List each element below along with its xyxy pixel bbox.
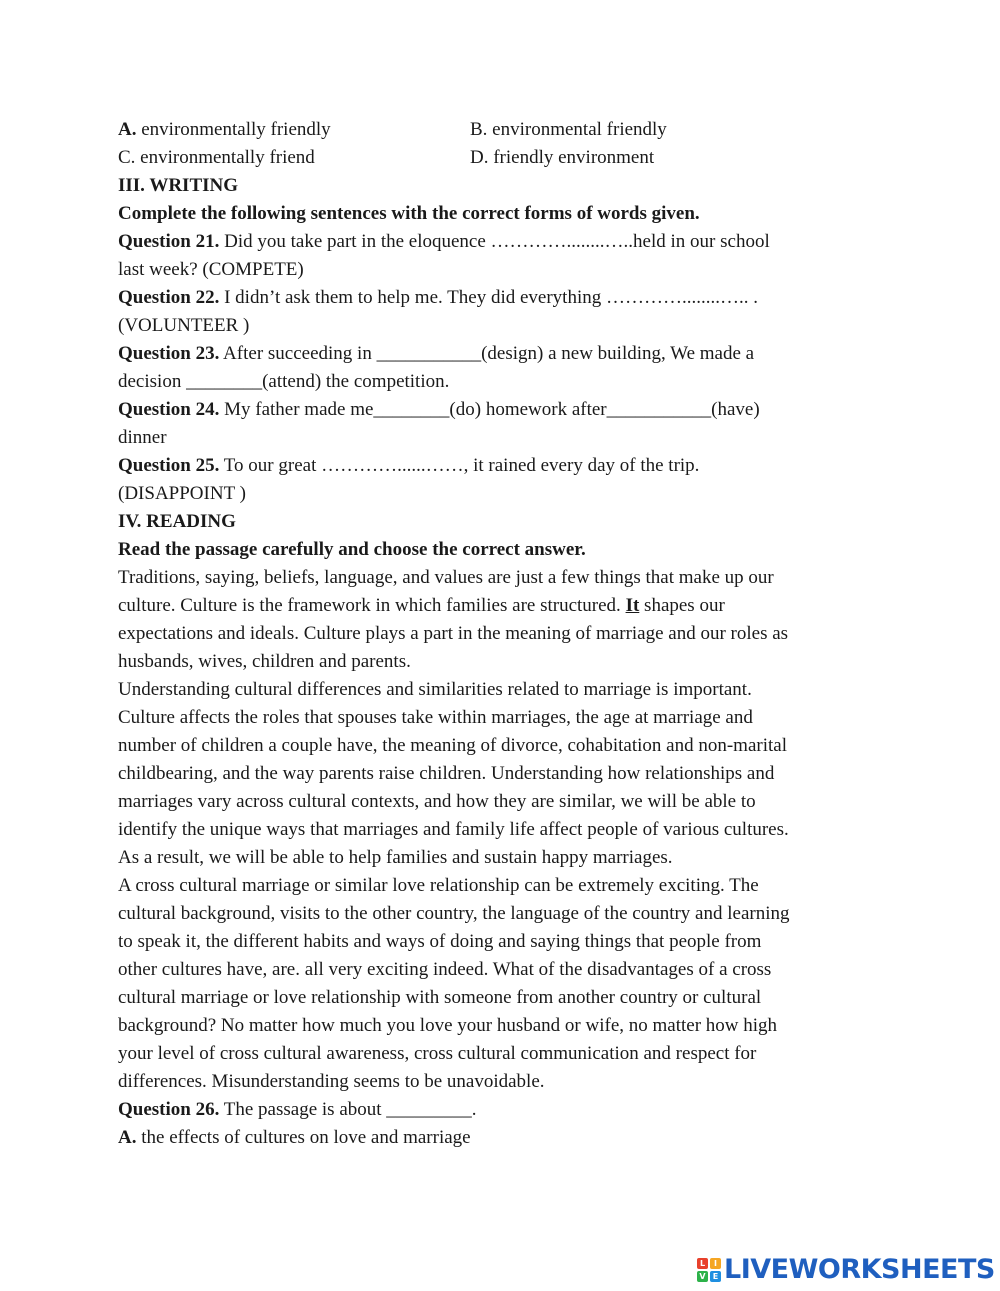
passage-line: your level of cross cultural awareness, cross cultural communication and respect for bbox=[118, 1043, 757, 1064]
option-b: B. environmental friendly bbox=[470, 119, 667, 140]
question-26: Question 26. The passage is about _________. bbox=[118, 1099, 477, 1120]
option-a: A. environmentally friendly bbox=[118, 119, 331, 140]
passage-line: cultural background, visits to the other country, the language of the country and learning bbox=[118, 903, 790, 924]
option-c: C. environmentally friend bbox=[118, 147, 315, 168]
passage-line: differences. Misunderstanding seems to be unavoidable. bbox=[118, 1071, 545, 1092]
question-25-cont: (DISAPPOINT ) bbox=[118, 483, 246, 504]
question-22-cont: (VOLUNTEER ) bbox=[118, 315, 250, 336]
writing-heading: III. WRITING bbox=[118, 175, 239, 196]
passage-paragraph-1 bbox=[118, 564, 878, 676]
passage-line: expectations and ideals. Culture plays a part in the meaning of marriage and our roles as bbox=[118, 623, 789, 644]
logo-mark-tile: V bbox=[697, 1271, 708, 1282]
underlined-word: It bbox=[625, 595, 640, 616]
passage-line: identify the unique ways that marriages and family life affect people of various cultures. bbox=[118, 819, 789, 840]
passage-line: to speak it, the different habits and ways of doing and saying things that people from bbox=[118, 931, 762, 952]
passage-line: childbearing, and the way parents raise children. Understanding how relationships and bbox=[118, 763, 775, 784]
question-24-cont: dinner bbox=[118, 427, 167, 448]
passage-line: Understanding cultural differences and similarities related to marriage is important. bbox=[118, 679, 752, 700]
passage-line: number of children a couple have, the meaning of divorce, cohabitation and non-marital bbox=[118, 735, 787, 756]
question-21: Question 21. Did you take part in the eloquence …………........…..held in our school bbox=[118, 231, 770, 252]
q20-options-row-1 bbox=[118, 116, 878, 144]
q20-options-row-2 bbox=[118, 144, 878, 172]
passage-line: Culture affects the roles that spouses take within marriages, the age at marriage and bbox=[118, 707, 753, 728]
reading-instruction: Read the passage carefully and choose the correct answer. bbox=[118, 539, 586, 560]
logo-text: LIVEWORKSHEETS bbox=[724, 1254, 995, 1285]
logo-mark-icon bbox=[697, 1258, 721, 1282]
passage-paragraph-3 bbox=[118, 872, 878, 1096]
question-24: Question 24. My father made me________(do) homework after___________(have) bbox=[118, 399, 760, 420]
passage-line: cultural marriage or love relationship with someone from another country or cultural bbox=[118, 987, 762, 1008]
reading-heading: IV. READING bbox=[118, 511, 236, 532]
passage-line: A cross cultural marriage or similar love relationship can be extremely exciting. The bbox=[118, 875, 759, 896]
option-d: D. friendly environment bbox=[470, 147, 655, 168]
question-21-cont: last week? (COMPETE) bbox=[118, 259, 304, 280]
passage-line: culture. Culture is the framework in which families are structured. It shapes our bbox=[118, 595, 725, 616]
passage-line: marriages vary across cultural contexts, and how they are similar, we will be able to bbox=[118, 791, 756, 812]
liveworksheets-logo bbox=[697, 1254, 995, 1286]
passage-line: background? No matter how much you love your husband or wife, no matter how high bbox=[118, 1015, 778, 1036]
passage-line: As a result, we will be able to help families and sustain happy marriages. bbox=[118, 847, 673, 868]
passage-line: Traditions, saying, beliefs, language, and values are just a few things that make up our bbox=[118, 567, 774, 588]
writing-instruction: Complete the following sentences with the correct forms of words given. bbox=[118, 203, 700, 224]
worksheet-page bbox=[118, 116, 878, 1152]
logo-mark-tile: L bbox=[697, 1258, 708, 1269]
passage-paragraph-2 bbox=[118, 676, 878, 872]
logo-mark-tile: I bbox=[710, 1258, 721, 1269]
question-23: Question 23. After succeeding in ___________(design) a new building, We made a bbox=[118, 343, 755, 364]
question-25: Question 25. To our great …………......……, it rained every day of the trip. bbox=[118, 455, 700, 476]
question-23-cont: decision ________(attend) the competition. bbox=[118, 371, 450, 392]
question-26-option-a: A. the effects of cultures on love and marriage bbox=[118, 1127, 471, 1148]
question-22: Question 22. I didn’t ask them to help me. They did everything …………........….. . bbox=[118, 287, 758, 308]
logo-mark-tile: E bbox=[710, 1271, 721, 1282]
passage-line: husbands, wives, children and parents. bbox=[118, 651, 411, 672]
passage-line: other cultures have, are. all very exciting indeed. What of the disadvantages of a cross bbox=[118, 959, 772, 980]
